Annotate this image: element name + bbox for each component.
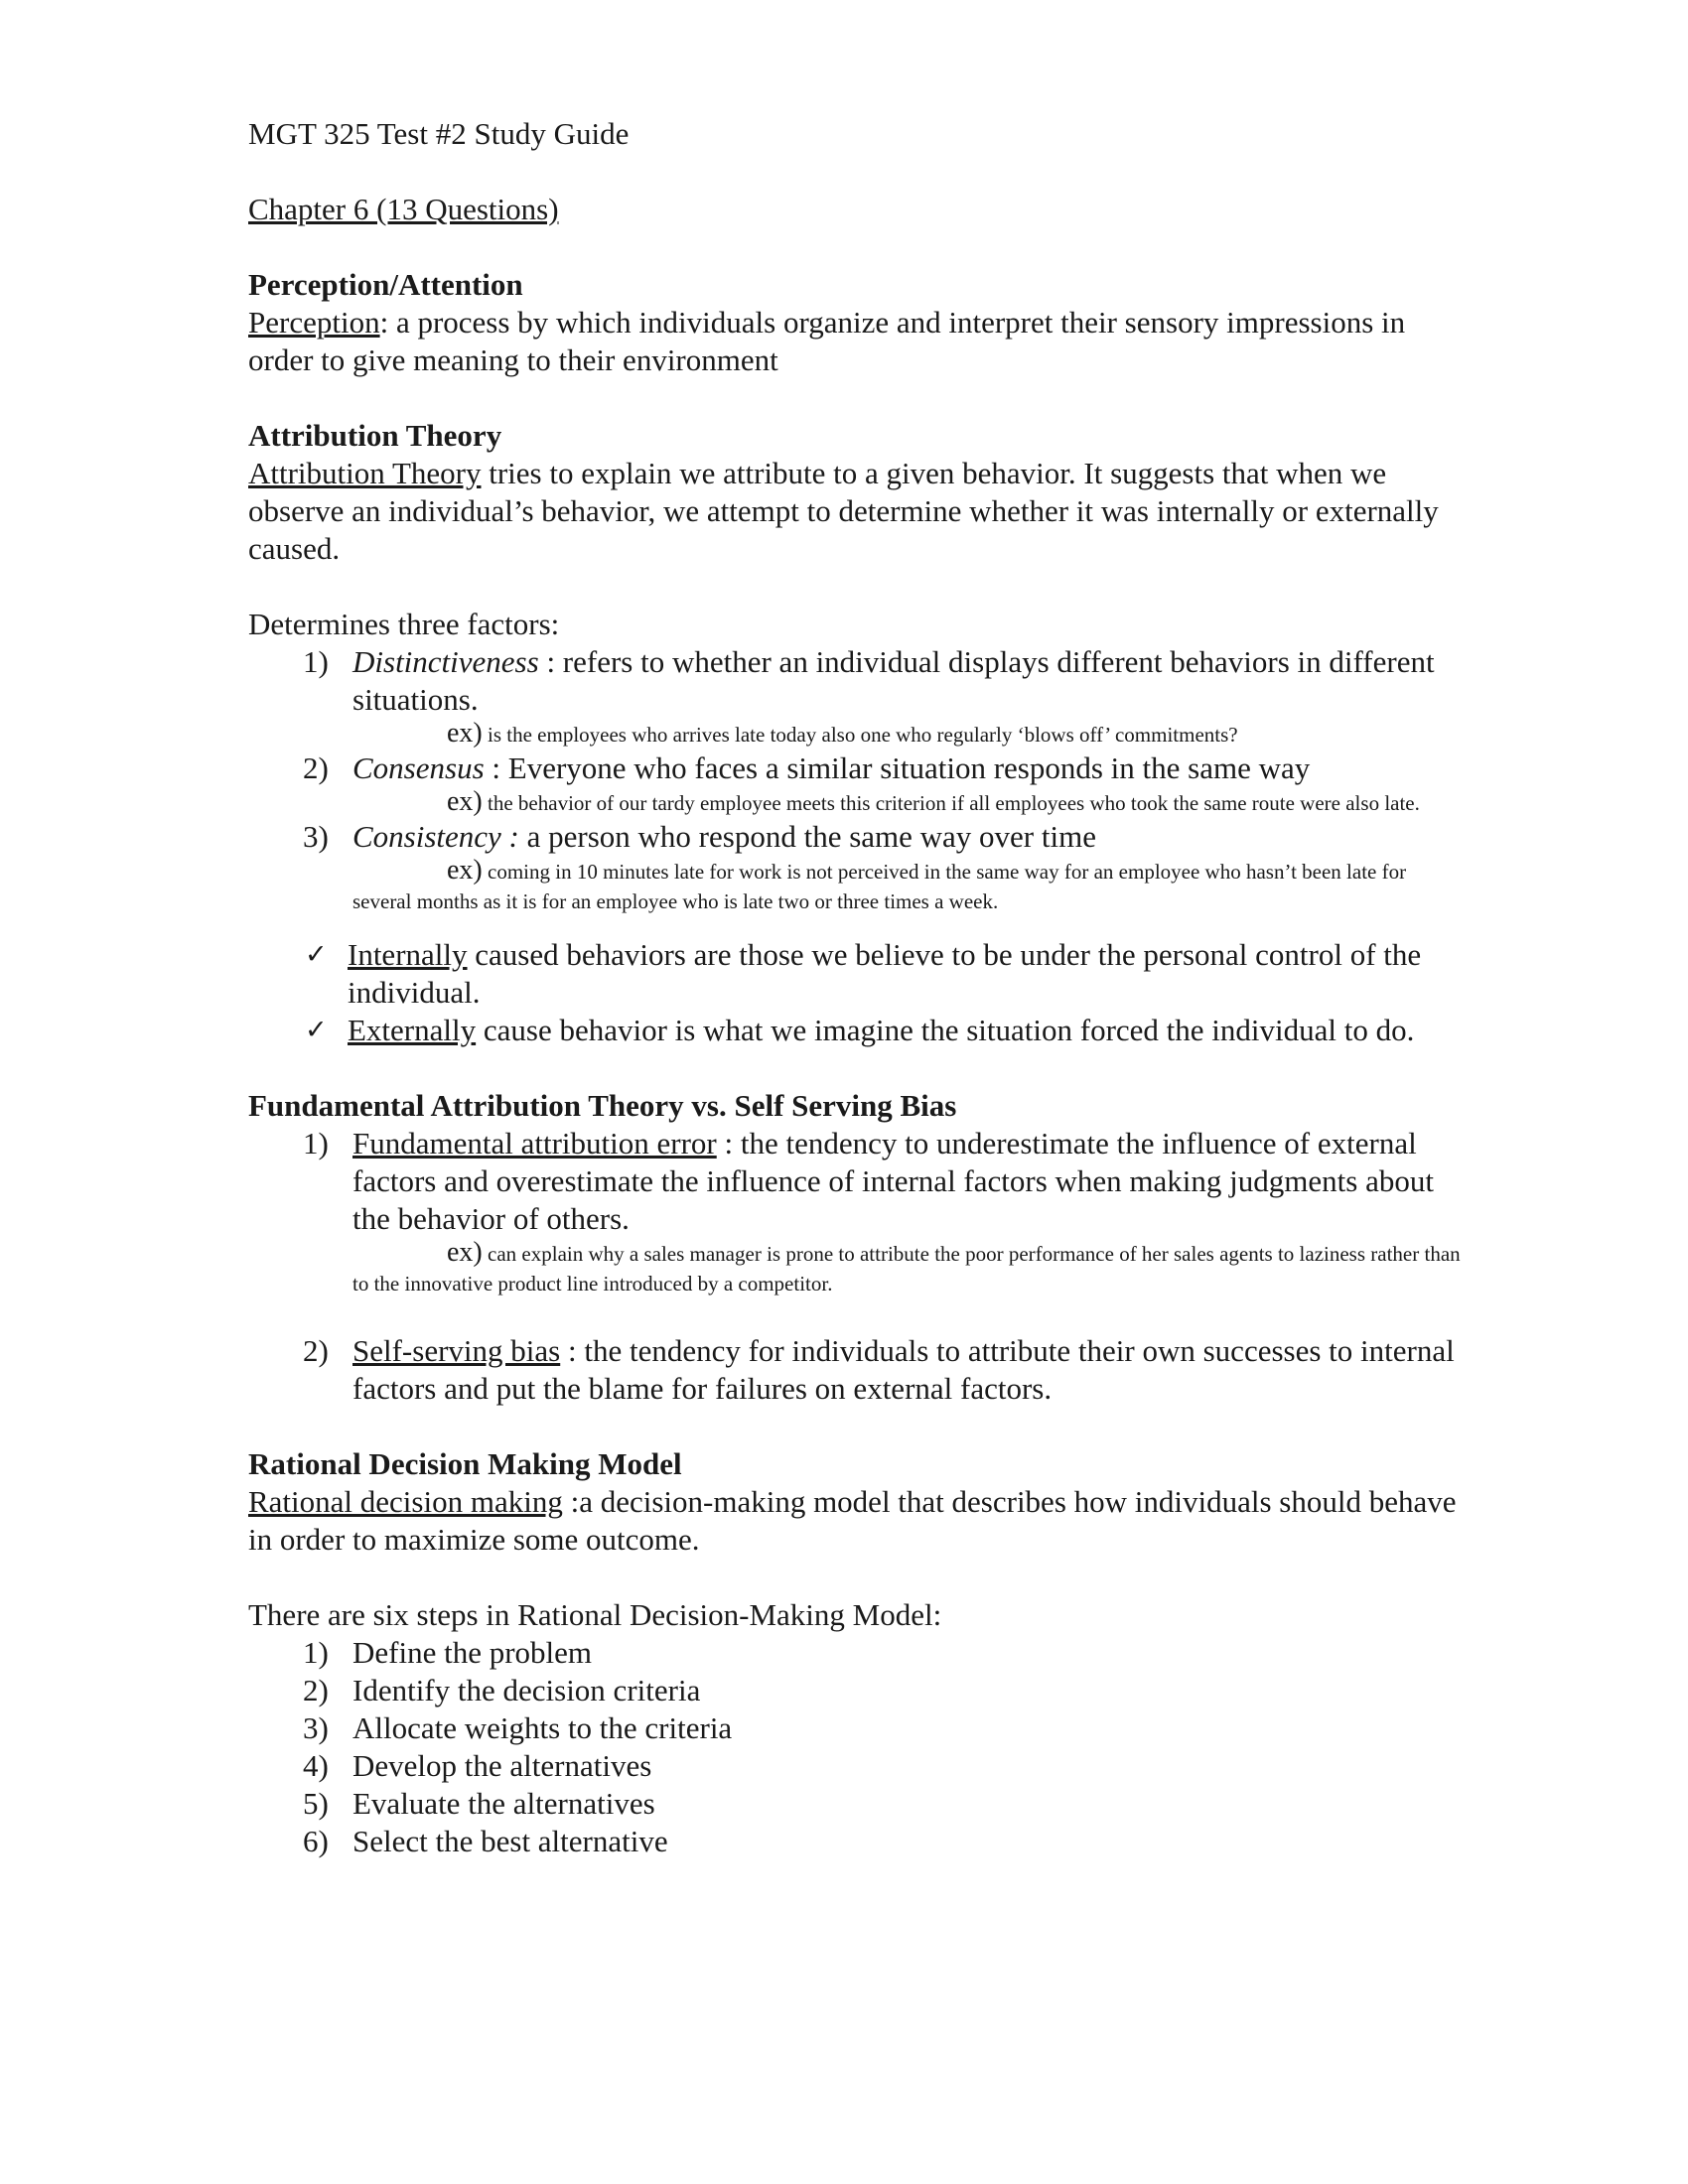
perception-text: : a process by which individuals organize and interpret their sensory impressions in order to give meaning to their environment	[248, 305, 1406, 377]
attribution-term: Attribution Theory	[248, 456, 482, 490]
example-note	[248, 719, 1470, 750]
step-text: Develop the alternatives	[352, 1748, 652, 1783]
example-text: the behavior of our tardy employee meets this criterion if all employees who took the same route were also late.	[482, 791, 1420, 815]
list-item	[248, 643, 1470, 750]
check-content	[348, 1012, 1470, 1049]
step-text: Identify the decision criteria	[352, 1673, 701, 1707]
list-item	[248, 1747, 1470, 1785]
item-number: 2)	[303, 1333, 329, 1368]
list-item	[248, 1634, 1470, 1672]
attribution-text: tries to explain we attribute to a given behavior. It suggests that when we observe an individual’s behavior, we attempt to determine whether it was internally or externally caused.	[248, 456, 1439, 566]
checkmark-icon: ✓	[305, 939, 328, 970]
perception-term: Perception	[248, 305, 380, 340]
list-item	[248, 1823, 1470, 1860]
factor-text: : refers to whether an individual displays different behaviors in different situations.	[352, 644, 1435, 717]
example-text: coming in 10 minutes late for work is not perceived in the same way for an employee who hasn’t been late for several months as it is for an employee who is late two or three times a week.	[352, 860, 1407, 913]
example-tag: ex)	[447, 786, 483, 817]
step-text: Select the best alternative	[352, 1824, 668, 1858]
factors-intro: Determines three factors:	[248, 607, 560, 641]
example-text: is the employees who arrives late today also one who regularly ‘blows off’ commitments?	[482, 723, 1238, 747]
factor-term: Consensus	[352, 751, 485, 785]
document-body	[248, 115, 1470, 1860]
item-number: 1)	[303, 1126, 329, 1160]
item-number: 2)	[303, 751, 329, 785]
example-tag: ex)	[447, 1237, 483, 1268]
step-text: Define the problem	[352, 1635, 593, 1670]
check-text: caused behaviors are those we believe to be under the personal control of the individual.	[348, 937, 1422, 1010]
list-item	[248, 1125, 1470, 1298]
steps-intro: There are six steps in Rational Decision-Making Model:	[248, 1597, 942, 1632]
list-item	[248, 1785, 1470, 1823]
list-item	[248, 1709, 1470, 1747]
rational-term: Rational decision making	[248, 1484, 563, 1519]
check-text: cause behavior is what we imagine the situation forced the individual to do.	[476, 1013, 1415, 1047]
factors-list	[248, 643, 1470, 916]
section-heading-fundamental: Fundamental Attribution Theory vs. Self Serving Bias	[248, 1088, 957, 1123]
factor-term: Consistency :	[352, 819, 519, 854]
step-text: Allocate weights to the criteria	[352, 1710, 733, 1745]
item-number: 5)	[303, 1786, 329, 1821]
check-content	[348, 936, 1470, 1012]
example-tag: ex)	[447, 718, 483, 749]
example-text: can explain why a sales manager is prone to attribute the poor performance of her sales agents to laziness rather than to the innovative product line introduced by a competitor.	[352, 1242, 1461, 1296]
factor-term: Distinctiveness	[352, 644, 539, 679]
document-title: MGT 325 Test #2 Study Guide	[248, 116, 630, 151]
example-note	[248, 787, 1470, 818]
list-item	[248, 818, 1470, 916]
perception-definition	[248, 304, 1470, 379]
bias-term: Fundamental attribution error	[352, 1126, 717, 1160]
checklist-item-externally	[248, 1012, 1470, 1049]
bias-list	[248, 1125, 1470, 1408]
example-note	[248, 1238, 1470, 1298]
example-tag: ex)	[447, 855, 483, 886]
section-heading-perception: Perception/Attention	[248, 267, 523, 302]
item-number: 1)	[303, 1635, 329, 1670]
attribution-definition	[248, 455, 1470, 568]
item-number: 6)	[303, 1824, 329, 1858]
list-item	[248, 1332, 1470, 1408]
chapter-heading: Chapter 6 (13 Questions)	[248, 192, 559, 226]
factor-text: a person who respond the same way over time	[518, 819, 1096, 854]
steps-list	[248, 1634, 1470, 1860]
check-term: Externally	[348, 1013, 477, 1047]
check-term: Internally	[348, 937, 468, 972]
item-number: 4)	[303, 1748, 329, 1783]
bias-text: : the tendency to underestimate the influence of external factors and overestimate the influence of internal factors when making judgments about the behavior of others.	[352, 1126, 1434, 1236]
list-item	[248, 1672, 1470, 1709]
example-note	[248, 856, 1470, 916]
section-heading-attribution: Attribution Theory	[248, 418, 502, 453]
item-number: 2)	[303, 1673, 329, 1707]
item-number: 3)	[303, 819, 329, 854]
rational-text: :a decision-making model that describes how individuals should behave in order to maximize some outcome.	[248, 1484, 1457, 1557]
checklist-item-internally	[248, 936, 1470, 1012]
item-number: 1)	[303, 644, 329, 679]
step-text: Evaluate the alternatives	[352, 1786, 655, 1821]
bias-term: Self-serving bias	[352, 1333, 561, 1368]
checkmark-icon: ✓	[305, 1015, 328, 1045]
list-item	[248, 750, 1470, 818]
item-number: 3)	[303, 1710, 329, 1745]
rational-definition	[248, 1483, 1470, 1559]
section-heading-rational: Rational Decision Making Model	[248, 1446, 682, 1481]
factor-text: : Everyone who faces a similar situation responds in the same way	[484, 751, 1311, 785]
bias-text: : the tendency for individuals to attribute their own successes to internal factors and put the blame for failures on external factors.	[352, 1333, 1455, 1406]
